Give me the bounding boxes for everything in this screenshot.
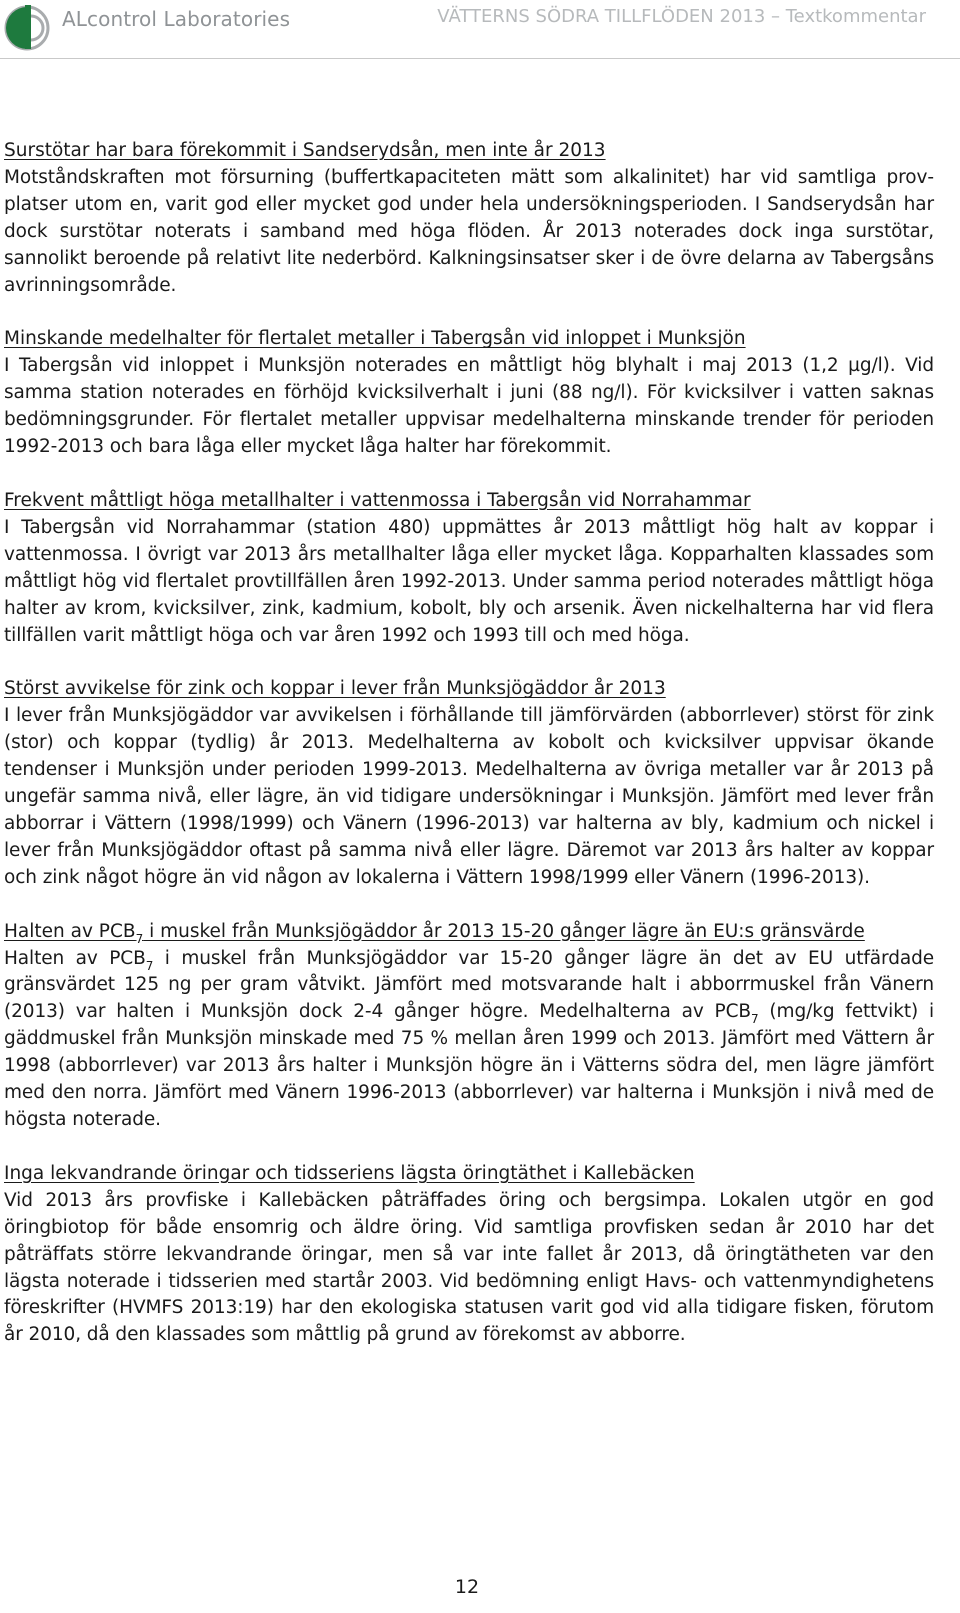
heading-text: i muskel från Munksjögäddor år 2013 15-20 gånger lägre än EU:s gränsvärde [143, 920, 865, 942]
heading-text: Halten av PCB [4, 920, 136, 942]
company-name: ALcontrol Laboratories [62, 7, 291, 31]
page-header [0, 0, 960, 59]
section-lever-gaddor [4, 676, 934, 891]
paragraph-text: (mg/kg fettvikt) i gäddmuskel från Munksjön minskade med 75 % mellan åren 1999 och 2013. Jämfört med Vättern år 1998 (abborrlever) var 2013 års halter i Munksjön högre än i Vätterns södra del, men lägre jämfört med den norra. Jämfört med Vänern 1996-2013 (abborrlever) var halterna i Munksjön i nivå med de högsta noterade. [4, 1001, 934, 1130]
section-heading: Frekvent måttligt höga metallhalter i vattenmossa i Tabergsån vid Norrahammar [4, 489, 751, 511]
section-paragraph [4, 946, 934, 1134]
section-paragraph: Vid 2013 års provfiske i Kallebäcken påträffades öring och bergsimpa. Lokalen utgör en god öringbiotop för både ensomrig och äldre öring. Vid samtliga provfisken sedan år 2010 har det påträffats större lekvandrande öringar, men så var inte fallet år 2013, då öringtätheten var den lägsta noterade i tidsserien med startår 2003. Vid bedömning enligt Havs- och vattenmyndighetens föreskrifter (HVMFS 2013:19) har den ekologiska statusen varit god vid alla tidigare fisken, förutom år 2010, då den klassades som måttlig på grund av förekomst av abborre. [4, 1189, 934, 1346]
alcontrol-logo-icon [4, 2, 50, 52]
subscript: 7 [135, 931, 144, 946]
section-heading [4, 919, 934, 946]
section-oring-kallebacken [4, 1161, 934, 1349]
section-paragraph: I lever från Munksjögäddor var avvikelsen i förhållande till jämförvärden (abborrlever) störst för zink (stor) och koppar (tydlig) år 2013. Medelhalterna av kobolt och kvicksilver uppvisar ökande tendenser i Munksjön under perioden 1999-2013. Medelhalterna av övriga metaller var år 2013 på ungefär samma nivå, eller lägre, än vid tidigare undersökningar i Munksjön. Jämfört med lever från abborrar i Vättern (1998/1999) och Vänern (1996-2013) var halterna av bly, kadmium och nickel i lever från Munksjögäddor oftast på samma nivå eller lägre. Däremot var 2013 års halter av koppar och zink något högre än vid någon av lokalerna i Vättern 1998/1999 eller Vänern (1996-2013). [4, 705, 934, 888]
section-paragraph: I Tabergsån vid inloppet i Munksjön noterades en måttligt hög blyhalt i maj 2013 (1,2 µg/l). Vid samma station noterades en förhöjd kvicksilverhalt i juni (88 ng/l). För kvicksilver i vatten saknas bedömningsgrunder. För flertalet metaller uppvisar medelhalterna minskande trender för perioden 1992-2013 och bara låga eller mycket låga halter har förekommit. [4, 355, 934, 458]
section-heading: Störst avvikelse för zink och koppar i lever från Munksjögäddor år 2013 [4, 678, 666, 700]
section-paragraph: I Tabergsån vid Norrahammar (station 480) uppmättes år 2013 måttligt hög halt av koppar i vattenmossa. I övrigt var 2013 års metallhalter låga eller mycket låga. Kopparhalten klassades som måttligt hög vid flertalet provtillfällen åren 1992-2013. Under samma period noterades måttligt höga halter av krom, kvicksilver, zink, kadmium, kobolt, bly och arsenik. Även nickelhalterna har vid flera tillfällen varit måttligt höga och var åren 1992 och 1993 till och med höga. [4, 516, 934, 646]
section-surstotar [4, 138, 934, 299]
main-content [4, 138, 934, 1376]
section-paragraph: Motståndskraften mot försurning (buffertkapaciteten mätt som alkalinitet) har vid samtliga provplatser utom en, varit god eller mycket god under hela undersökningsperioden. I Sandserydsån har dock surstötar noterats i samband med höga flöden. År 2013 noterades dock inga surstötar, sannolikt beroende på relativt lite nederbörd. Kalkningsinsatser sker i de övre delarna av Tabergsåns avrinningsområde. [4, 166, 934, 296]
section-heading: Inga lekvandrande öringar och tidsseriens lägsta öringtäthet i Kallebäcken [4, 1162, 695, 1184]
section-heading: Surstötar har bara förekommit i Sandserydsån, men inte år 2013 [4, 140, 606, 161]
paragraph-text: i muskel från Munksjögäddor var 15-20 gånger lägre än det av EU utfärdade gränsvärdet 125 ng per gram våtvikt. Jämfört med motsvarande halt i abborrmuskel från Vänern (2013) var halten i Munksjön dock 2-4 gånger högre. Medelhalterna av PCB [4, 947, 935, 1023]
document-title: VÄTTERNS SÖDRA TILLFLÖDEN 2013 – Textkommentar [437, 6, 926, 27]
section-vattenmossa [4, 488, 934, 649]
paragraph-text: Halten av PCB [4, 947, 146, 969]
section-metaller-munksjon [4, 326, 934, 461]
subscript: 7 [751, 1012, 759, 1027]
subscript: 7 [145, 958, 154, 973]
section-heading: Minskande medelhalter för flertalet metaller i Tabergsån vid inloppet i Munksjön [4, 328, 746, 350]
section-pcb [4, 919, 934, 1134]
page-number: 12 [454, 1576, 480, 1598]
